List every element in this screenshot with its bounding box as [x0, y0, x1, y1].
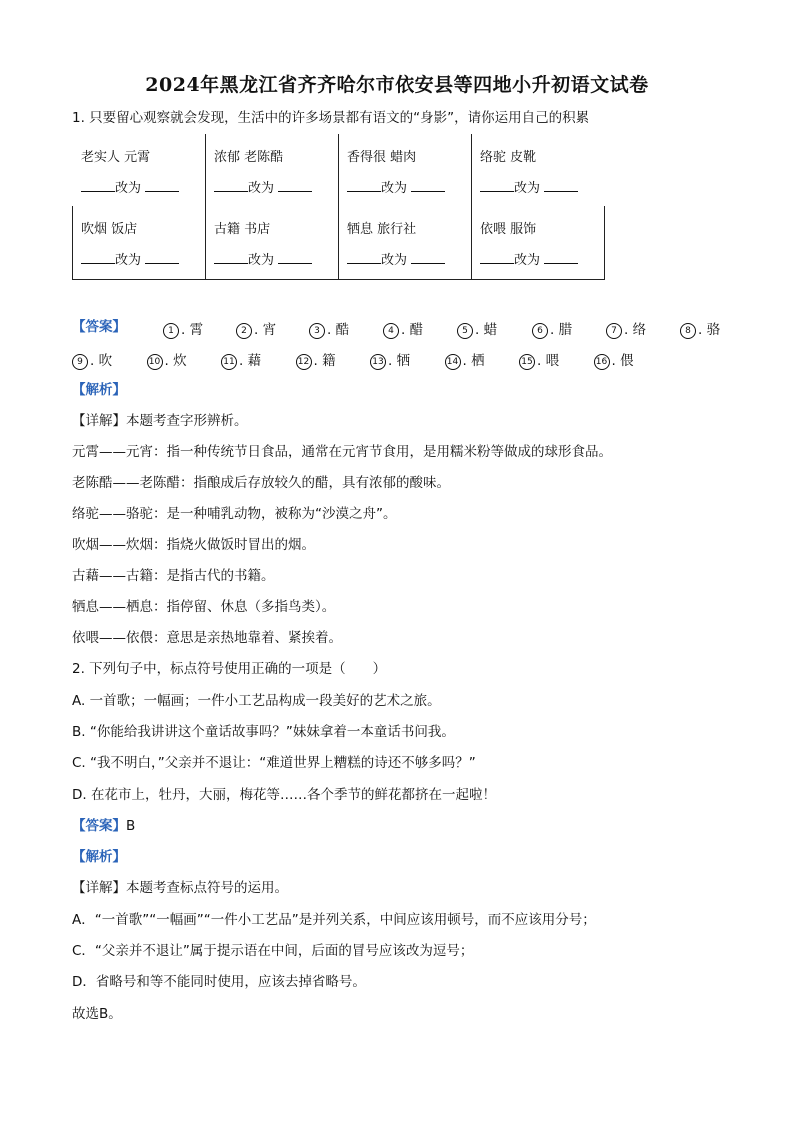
answer-blank[interactable] [480, 179, 514, 192]
table-cell [471, 134, 604, 206]
answer-char: . 霄 [181, 322, 204, 338]
answer-char: . 牺 [388, 353, 411, 369]
answer-2-value: B [126, 818, 136, 834]
detail-tag: 【详解】 [72, 880, 126, 896]
detail-2 [72, 879, 288, 897]
analysis-1-label [72, 381, 126, 399]
answer-item [594, 349, 634, 370]
answer-blank[interactable] [278, 251, 312, 264]
answer-tag: 【答案】 [72, 818, 126, 834]
circled-number: 10 [147, 354, 163, 370]
analysis-2-line: 故选B。 [72, 1006, 122, 1022]
circled-number: 2 [236, 323, 252, 339]
answer-blank[interactable] [544, 179, 578, 192]
cell-change-line [81, 177, 179, 196]
cell-words: 吹烟 饭店 [81, 222, 138, 237]
question-2-stem: 2. 下列句子中，标点符号使用正确的一项是（ ） [72, 661, 387, 677]
answer-blank[interactable] [214, 251, 248, 264]
circled-number: 16 [594, 354, 610, 370]
cell-change-line [347, 249, 445, 268]
circled-number: 1 [163, 323, 179, 339]
answer-blank[interactable] [81, 251, 115, 264]
change-label: 改为 [514, 181, 541, 196]
table-cell [205, 206, 338, 278]
table-cell [471, 206, 604, 278]
answer-item [309, 318, 349, 339]
table-cell [338, 206, 471, 278]
detail-tag: 【详解】 [72, 413, 126, 429]
answer-tag: 【答案】 [72, 319, 126, 335]
answer-blank[interactable] [480, 251, 514, 264]
analysis-tag: 【解析】 [72, 849, 126, 865]
table-cell [72, 134, 205, 206]
answer-item [519, 349, 559, 370]
analysis-2-line: C．“父亲并不退让”属于提示语在中间，后面的冒号应该改为逗号； [72, 943, 474, 959]
circled-number: 13 [370, 354, 386, 370]
circled-number: 5 [457, 323, 473, 339]
answer-item [383, 318, 423, 339]
answer-1-label [72, 318, 126, 336]
cell-words: 浓郁 老陈酷 [214, 150, 284, 165]
table-divider [72, 279, 605, 280]
cell-words: 老实人 元霄 [81, 150, 151, 165]
answer-item [296, 349, 336, 370]
answer-char: . 宵 [254, 322, 277, 338]
answer-char: . 络 [624, 322, 647, 338]
answer-char: . 腊 [550, 322, 573, 338]
question-1-stem: 1. 只要留心观察就会发现，生活中的许多场景都有语文的“身影”，请你运用自己的积累 [72, 110, 590, 126]
circled-number: 6 [532, 323, 548, 339]
answer-2 [72, 817, 135, 835]
option-d: D. 在花市上，牡丹，大丽，梅花等……各个季节的鲜花都挤在一起啦！ [72, 787, 496, 803]
cell-change-line [480, 177, 578, 196]
answer-item [532, 318, 572, 339]
answer-item [72, 349, 112, 370]
answer-char: . 籍 [313, 353, 336, 369]
answer-item [445, 349, 485, 370]
circled-number: 15 [519, 354, 535, 370]
cell-change-line [214, 177, 312, 196]
answer-item [606, 318, 646, 339]
page-title: 2024年黑龙江省齐齐哈尔市依安县等四地小升初语文试卷 [145, 74, 649, 96]
answer-item [221, 349, 261, 370]
answer-blank[interactable] [278, 179, 312, 192]
answer-blank[interactable] [145, 251, 179, 264]
circled-number: 14 [445, 354, 461, 370]
answer-blank[interactable] [214, 179, 248, 192]
detail-text: 本题考查标点符号的运用。 [126, 880, 288, 896]
answer-char: . 藉 [239, 353, 262, 369]
analysis-2-label [72, 848, 126, 866]
detail-text: 本题考查字形辨析。 [126, 413, 248, 429]
circled-number: 3 [309, 323, 325, 339]
cell-change-line [480, 249, 578, 268]
analysis-1-line: 吹烟——炊烟：指烧火做饭时冒出的烟。 [72, 537, 315, 553]
cell-words: 络驼 皮靴 [480, 150, 537, 165]
answer-blank[interactable] [81, 179, 115, 192]
table-cell [72, 206, 205, 278]
change-label: 改为 [115, 181, 142, 196]
circled-number: 4 [383, 323, 399, 339]
analysis-1-line: 古藉——古籍：是指古代的书籍。 [72, 568, 275, 584]
circled-number: 12 [296, 354, 312, 370]
answer-char: . 蜡 [475, 322, 498, 338]
circled-number: 9 [72, 354, 88, 370]
answer-char: . 偎 [611, 353, 634, 369]
answer-item [147, 349, 187, 370]
option-b: B. “你能给我讲讲这个童话故事吗？”妹妹拿着一本童话书问我。 [72, 724, 455, 740]
answer-char: . 吹 [90, 353, 113, 369]
cell-words: 古籍 书店 [214, 222, 271, 237]
circled-number: 7 [606, 323, 622, 339]
cell-words: 依喂 服饰 [480, 222, 537, 237]
change-label: 改为 [248, 253, 275, 268]
answer-blank[interactable] [411, 251, 445, 264]
analysis-tag: 【解析】 [72, 382, 126, 398]
answer-item [236, 318, 276, 339]
analysis-1-line: 依喂——依偎：意思是亲热地靠着、紧挨着。 [72, 630, 342, 646]
cell-change-line [81, 249, 179, 268]
answer-item [370, 349, 410, 370]
answer-char: . 酷 [327, 322, 350, 338]
change-label: 改为 [115, 253, 142, 268]
answer-blank[interactable] [347, 251, 381, 264]
answer-blank[interactable] [145, 179, 179, 192]
option-a: A. 一首歌；一幅画；一件小工艺品构成一段美好的艺术之旅。 [72, 693, 441, 709]
analysis-1-line: 老陈酷——老陈醋：指酿成后存放较久的醋，具有浓郁的酸味。 [72, 475, 450, 491]
change-label: 改为 [381, 253, 408, 268]
answer-item [163, 318, 203, 339]
option-c: C. “我不明白，”父亲并不退让：“难道世界上糟糕的诗还不够多吗？” [72, 755, 476, 771]
analysis-2-line: D．省略号和等不能同时使用，应该去掉省略号。 [72, 974, 366, 990]
cell-words: 香得很 蜡肉 [347, 150, 417, 165]
cell-change-line [347, 177, 445, 196]
answer-item [457, 318, 497, 339]
change-label: 改为 [514, 253, 541, 268]
answer-char: . 骆 [698, 322, 721, 338]
analysis-1-line: 络驼——骆驼：是一种哺乳动物，被称为“沙漠之舟”。 [72, 506, 397, 522]
analysis-1-line: 牺息——栖息：指停留、休息（多指鸟类）。 [72, 599, 336, 615]
analysis-1-line: 元霄——元宵：指一种传统节日食品，通常在元宵节食用，是用糯米粉等做成的球形食品。 [72, 444, 612, 460]
change-label: 改为 [248, 181, 275, 196]
circled-number: 11 [221, 354, 237, 370]
table-cell [205, 134, 338, 206]
table-divider [604, 206, 605, 279]
answer-item [680, 318, 720, 339]
answer-char: . 栖 [462, 353, 485, 369]
answer-char: . 炊 [164, 353, 187, 369]
detail-1 [72, 412, 248, 430]
answer-blank[interactable] [544, 251, 578, 264]
change-label: 改为 [381, 181, 408, 196]
answer-blank[interactable] [411, 179, 445, 192]
answer-char: . 喂 [537, 353, 560, 369]
answer-char: . 醋 [401, 322, 424, 338]
cell-change-line [214, 249, 312, 268]
table-cell [338, 134, 471, 206]
word-table [72, 134, 606, 279]
analysis-2-line: A．“一首歌”“一幅画”“一件小工艺品”是并列关系，中间应该用顿号，而不应该用分号； [72, 912, 596, 928]
answer-blank[interactable] [347, 179, 381, 192]
circled-number: 8 [680, 323, 696, 339]
cell-words: 牺息 旅行社 [347, 222, 417, 237]
